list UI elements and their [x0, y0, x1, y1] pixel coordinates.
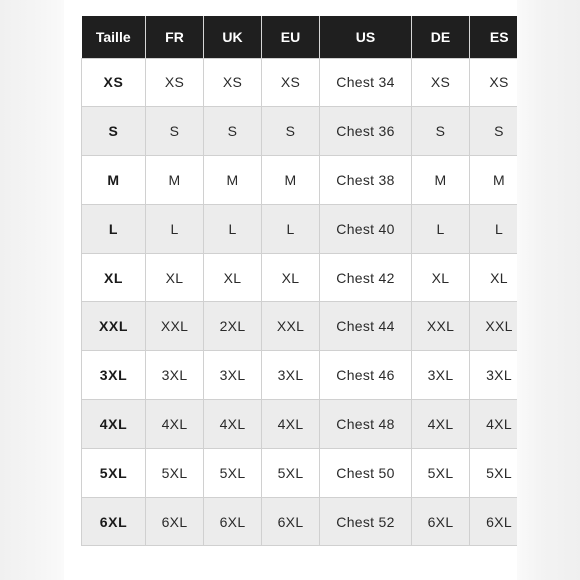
table-row: [82, 351, 518, 400]
cell-de: 5XL: [412, 448, 470, 497]
cell-uk: 2XL: [204, 302, 262, 351]
table-row: [82, 302, 518, 351]
cell-taille: 6XL: [82, 497, 146, 546]
header-us: US: [320, 16, 412, 58]
cell-uk: S: [204, 107, 262, 156]
cell-us: Chest 46: [320, 351, 412, 400]
cell-de: L: [412, 204, 470, 253]
right-margin: [517, 0, 580, 580]
cell-es: L: [470, 204, 518, 253]
cell-taille: XS: [82, 58, 146, 107]
cell-uk: 4XL: [204, 400, 262, 449]
cell-taille: 3XL: [82, 351, 146, 400]
cell-eu: 3XL: [262, 351, 320, 400]
cell-eu: 6XL: [262, 497, 320, 546]
cell-taille: XL: [82, 253, 146, 302]
table-row: [82, 156, 518, 205]
header-uk: UK: [204, 16, 262, 58]
cell-fr: 5XL: [146, 448, 204, 497]
cell-fr: S: [146, 107, 204, 156]
cell-uk: 3XL: [204, 351, 262, 400]
cell-fr: 3XL: [146, 351, 204, 400]
cell-es: XXL: [470, 302, 518, 351]
table-row: [82, 107, 518, 156]
table-row: [82, 448, 518, 497]
cell-fr: 6XL: [146, 497, 204, 546]
cell-us: Chest 42: [320, 253, 412, 302]
cell-eu: 4XL: [262, 400, 320, 449]
table-header: [82, 16, 518, 58]
cell-us: Chest 38: [320, 156, 412, 205]
cell-fr: L: [146, 204, 204, 253]
cell-es: 4XL: [470, 400, 518, 449]
table-body: [82, 58, 518, 546]
cell-de: S: [412, 107, 470, 156]
cell-eu: L: [262, 204, 320, 253]
cell-es: 3XL: [470, 351, 518, 400]
cell-us: Chest 40: [320, 204, 412, 253]
cell-uk: 6XL: [204, 497, 262, 546]
cell-es: 6XL: [470, 497, 518, 546]
cell-es: 5XL: [470, 448, 518, 497]
cell-uk: M: [204, 156, 262, 205]
table-row: [82, 400, 518, 449]
cell-us: Chest 44: [320, 302, 412, 351]
cell-eu: XL: [262, 253, 320, 302]
left-margin: [0, 0, 64, 580]
cell-taille: XXL: [82, 302, 146, 351]
size-chart-table: [81, 16, 517, 546]
table-row: [82, 204, 518, 253]
cell-fr: 4XL: [146, 400, 204, 449]
cell-uk: 5XL: [204, 448, 262, 497]
cell-taille: S: [82, 107, 146, 156]
cell-fr: XL: [146, 253, 204, 302]
cell-taille: 5XL: [82, 448, 146, 497]
cell-de: XS: [412, 58, 470, 107]
cell-us: Chest 52: [320, 497, 412, 546]
cell-fr: M: [146, 156, 204, 205]
cell-de: 3XL: [412, 351, 470, 400]
cell-taille: 4XL: [82, 400, 146, 449]
cell-de: 6XL: [412, 497, 470, 546]
cell-taille: M: [82, 156, 146, 205]
table-row: [82, 253, 518, 302]
cell-es: M: [470, 156, 518, 205]
cell-uk: XL: [204, 253, 262, 302]
cell-us: Chest 36: [320, 107, 412, 156]
header-es: ES: [470, 16, 518, 58]
cell-eu: M: [262, 156, 320, 205]
cell-es: XS: [470, 58, 518, 107]
header-fr: FR: [146, 16, 204, 58]
cell-uk: XS: [204, 58, 262, 107]
cell-es: XL: [470, 253, 518, 302]
header-de: DE: [412, 16, 470, 58]
cell-uk: L: [204, 204, 262, 253]
cell-de: 4XL: [412, 400, 470, 449]
cell-fr: XXL: [146, 302, 204, 351]
cell-eu: 5XL: [262, 448, 320, 497]
table-row: [82, 497, 518, 546]
cell-eu: XS: [262, 58, 320, 107]
cell-us: Chest 48: [320, 400, 412, 449]
cell-de: XXL: [412, 302, 470, 351]
cell-de: XL: [412, 253, 470, 302]
size-chart-container: [81, 16, 517, 546]
header-taille: Taille: [82, 16, 146, 58]
cell-es: S: [470, 107, 518, 156]
table-row: [82, 58, 518, 107]
header-eu: EU: [262, 16, 320, 58]
cell-us: Chest 50: [320, 448, 412, 497]
cell-taille: L: [82, 204, 146, 253]
header-row: [82, 16, 518, 58]
cell-eu: XXL: [262, 302, 320, 351]
cell-eu: S: [262, 107, 320, 156]
cell-us: Chest 34: [320, 58, 412, 107]
cell-de: M: [412, 156, 470, 205]
cell-fr: XS: [146, 58, 204, 107]
